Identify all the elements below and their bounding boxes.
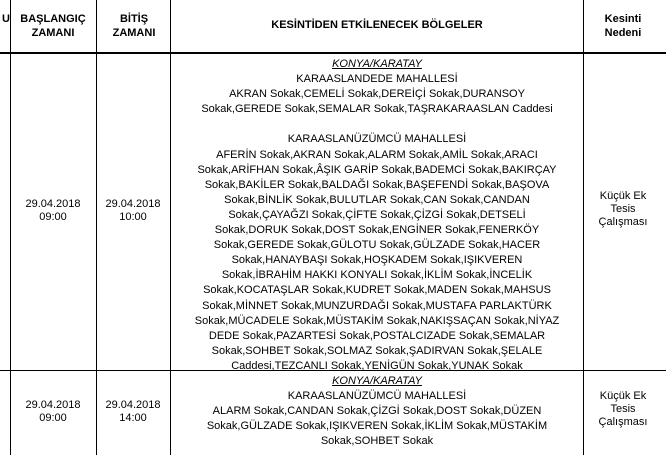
row2-end: 29.04.2018 14:00 <box>105 399 161 424</box>
header-reason: Kesinti Nedeni <box>604 13 642 39</box>
row2-reason: Küçük Ek Tesis Çalışması <box>598 390 648 428</box>
row1-start: 29.04.2018 09:00 <box>25 198 81 223</box>
row1-reason: Küçük Ek Tesis Çalışması <box>598 190 648 228</box>
header-start-time: BAŞLANGIÇ ZAMANI <box>20 13 86 39</box>
row2-start: 29.04.2018 09:00 <box>25 399 81 424</box>
row1-end: 29.04.2018 10:00 <box>105 198 161 223</box>
col-divider <box>96 0 97 455</box>
row2-regions: KONYA/KARATAY KARAASLANÜZÜMCÜ MAHALLESİ ALARM Sokak,CANDAN Sokak,ÇİZGİ Sokak,DOST Sokak,DÜZEN Sokak,GÜLZADE Sokak,IŞIKVEREN Sokak,İKLİM Sokak,MÜSTAKİM Sokak,SOHBET Sokak <box>206 375 548 448</box>
header-regions: KESİNTİDEN ETKİLENECEK BÖLGELER <box>271 19 483 31</box>
col-divider <box>583 0 584 455</box>
row1-regions: KONYA/KARATAY KARAASLANDEDE MAHALLESİ AKRAN Sokak,CEMELİ Sokak,DEREİÇİ Sokak,DURANSOY Sokak,GEREDE Sokak,SEMALAR Sokak,TAŞRAKARAASLAN Caddesi KARAASLANÜZÜMCÜ MAHALLESİ AFERİN Sokak,AKRAN Sokak,ALARM Sokak,AMİL Sokak,ARACI Sokak,ARİFHAN Sokak,ÂŞIK GARİP Sokak,BADEMCİ Sokak,BAKIRÇAY Sokak,BAKİLER Sokak,BALDAĞI Sokak,BAŞEFENDİ Sokak,BAŞOVA Sokak,BİNLİK Sokak,BULUTLAR Sokak,CAN Sokak,CANDAN Sokak,ÇAYAĞZI Sokak,ÇİFTE Sokak,ÇİZGİ Sokak,DETSELİ Sokak,DORUK Sokak,DOST Sokak,ENGİNER Sokak,FENERKÖY Sokak,GEREDE Sokak,GÜLOTU Sokak,GÜLZADE Sokak,HACER Sokak,HANAYBAŞI Sokak,HOŞKADEM Sokak,IŞIKVEREN Sokak,İBRAHİM HAKKI KONYALI Sokak,İKLİM Sokak,İNCELİK Sokak,KOCATAŞLAR Sokak,KUDRET Sokak,MADEN Sokak,MAHSUS Sokak,MİNNET Sokak,MUNZURDAĞI Sokak,MUSTAFA PARLAKTÜRK Sokak,MÜCADELE Sokak,MÜSTAKİM Sokak,NAKIŞSAÇAN Sokak,NİYAZ DEDE Sokak,PAZARTESİ Sokak,POSTALCIZADE Sokak,SEMALAR Sokak,SOHBET Sokak,SOLMAZ Sokak,ŞADIRVAN Sokak,ŞELALE Caddesi,TEZCANLI Sokak,YENİGÜN Sokak,YUNAK Sokak <box>194 58 560 372</box>
header-col0: U <box>2 13 10 25</box>
col-divider <box>10 0 11 455</box>
header-end-time: BİTİŞ ZAMANI <box>112 13 156 39</box>
row-divider <box>0 52 666 54</box>
